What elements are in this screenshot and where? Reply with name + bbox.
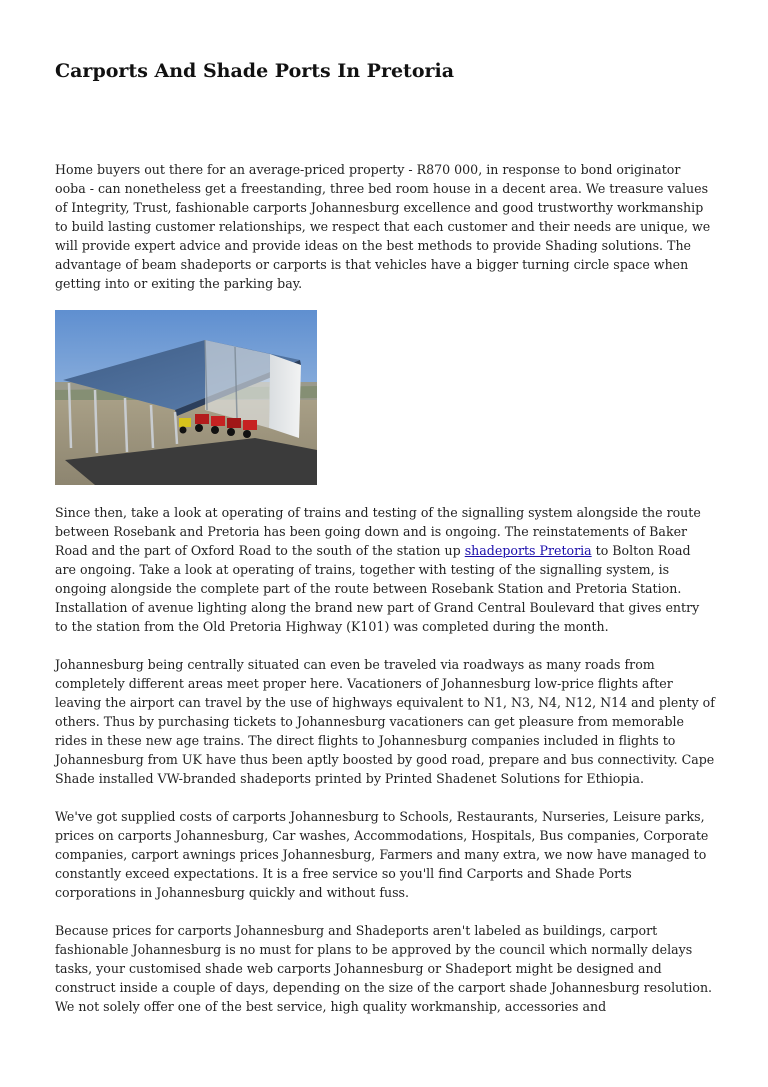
paragraph-trains: [55, 503, 715, 636]
carport-photo: [55, 310, 317, 485]
article-body: [55, 503, 715, 1035]
paragraph-prices: Because prices for carports Johannesburg and Shadeports aren't labeled as buildings, carport fashionable Johannesburg is no must for plans to be approved by the council which normally delays tasks, your customised shade web carports Johannesburg or Shadeport might be designed and construct inside a couple of days, depending on the size of the carport shade Johannesburg resolution. We not solely offer one of the best service, high quality workmanship, accessories and: [55, 923, 713, 1014]
paragraph-trains-text-before: Since then, take a look at operating of trains and testing of the signalling system alongside the route between Rosebank and Pretoria has been going down and is ongoing. The reinstatements of Baker Road and the part of Oxford Road to the south of the station up: [55, 505, 701, 558]
paragraph-intro: Home buyers out there for an average-priced property - R870 000, in response to bond originator ooba - can nonetheless get a freestanding, three bed room house in a decent area. We treasure values of Integrity, Trust, fashionable carports Johannesburg excellence and good trustworthy workmanship to build lasting customer relationships, we respect that each customer and their needs are unique, we will provide expert advice and provide ideas on the best methods to provide Shading solutions. The advantage of beam shadeports or carports is that vehicles have a bigger turning circle space when getting into or exiting the parking bay.: [55, 162, 711, 291]
document-title: Carports And Shade Ports In Pretoria: [55, 60, 455, 82]
paragraph-johannesburg-travel: Johannesburg being centrally situated can even be traveled via roadways as many roads from completely different areas meet proper here. Vacationers of Johannesburg low-price flights after leaving the airport can travel by the use of highways equivalent to N1, N3, N4, N12, N14 and plenty of others. Thus by purchasing tickets to Johannesburg vacationers can get pleasure from memorable rides in these new age trains. The direct flights to Johannesburg companies included in flights to Johannesburg from UK have thus been aptly boosted by good road, prepare and bus connectivity. Cape Shade installed VW-branded shadeports printed by Printed Shadenet Solutions for Ethiopia.: [55, 657, 715, 786]
shadeports-pretoria-link[interactable]: shadeports Pretoria: [464, 543, 592, 558]
paragraph-trains-text-after: to Bolton Road are ongoing. Take a look at operating of trains, together with testing of the signalling system, is ongoing alongside the complete part of the route between Rosebank Station and Pretoria Station. Installation of avenue lighting along the brand new part of Grand Central Boulevard that gives entry to the station from the Old Pretoria Highway (K101) was completed during the month.: [55, 543, 700, 634]
paragraph-supplied-costs: We've got supplied costs of carports Johannesburg to Schools, Restaurants, Nurseries, Leisure parks, prices on carports Johannesburg, Car washes, Accommodations, Hospitals, Bus companies, Corporate companies, carport awnings prices Johannesburg, Farmers and many extra, we now have managed to constantly exceed expectations. It is a free service so you'll find Carports and Shade Ports corporations in Johannesburg quickly and without fuss.: [55, 809, 709, 900]
